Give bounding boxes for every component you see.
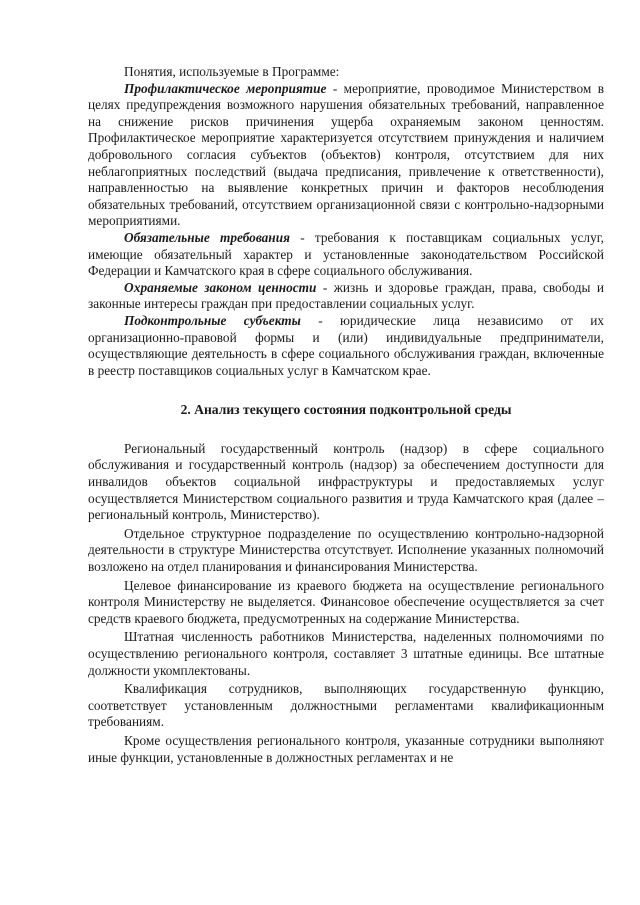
definition-text: - мероприятие, проводимое Министерством в целях предупреждения возможного нарушения обязательных требований, направленное на снижение рисков причинения ущерба охраняемым законом ценностям. Профилактическое мероприятие характеризуется отсутствием принуждения и наличием добровольного согласия субъектов (объектов) контроля, отсутствием для них неблагоприятных последствий (выдача предписания, привлечение к ответственности), направленностью на выявление конкретных причин и факторов несоблюдения обязательных требований, отсутствием организационной связи с контрольно-надзорными мероприятиями. [88,80,605,229]
definition-mandatory-requirements [88,230,604,280]
definition-text: - юридические лица независимо от их организационно-правовой формы и (или) индивидуальные предприниматели, осуществляющие деятельность в сфере социального обслуживания граждан, включенные в реестр поставщиков социальных услуг в Камчатском крае. [88,312,604,378]
definition-controlled-subjects [88,313,604,379]
section-heading: 2. Анализ текущего состояния подконтрольной среды [180,402,512,418]
body-paragraph: Отдельное структурное подразделение по осуществлению контрольно-надзорной деятельности в структуре Министерства отсутствует. Исполнение указанных полномочий возложено на отдел планирования и финансирования Министерства. [88,525,604,575]
body-paragraph: Целевое финансирование из краевого бюджета на осуществление регионального контроля Министерству не выделяется. Финансовое обеспечение осуществляется за счет средств краевого бюджета, предусмотренных на содержание Министерства. [88,577,604,626]
body-paragraph: Квалификация сотрудников, выполняющих государственную функцию, соответствует установленным должностными регламентами квалификационным требованиям. [88,681,604,730]
definition-term: Профилактическое мероприятие [124,80,327,96]
body-paragraph: Региональный государственный контроль (надзор) в сфере социального обслуживания и государственный контроль (надзор) за обеспечением доступности для инвалидов объектов социальной инфраструктуры и предоставляемых услуг осуществляется Министерством социального развития и труда Камчатского края (далее – региональный контроль, Министерство). [88,440,604,523]
definitions-intro: Понятия, используемые в Программе: [124,64,340,79]
definition-term: Подконтрольные субъекты [124,312,301,328]
definition-term: Обязательные требования [124,229,290,245]
body-paragraph: Штатная численность работников Министерства, наделенных полномочиями по осуществлению регионального контроля, составляет 3 штатные единицы. Все штатные должности укомплектованы. [88,629,604,678]
body-paragraph: Кроме осуществления регионального контроля, указанные сотрудники выполняют иные функции, установленные в должностных регламентах и не [88,732,604,765]
definition-text: - требования к поставщикам социальных услуг, имеющие обязательный характер и установленные законодательством Российской Федерации и Камчатского края в сфере социального обслуживания. [88,229,604,279]
definition-term: Охраняемые законом ценности [124,279,317,295]
definition-protected-values [88,280,604,313]
definition-preventive-measure [88,81,604,230]
definition-text: - жизнь и здоровье граждан, права, свободы и законные интересы граждан при предоставлении социальных услуг. [88,279,604,312]
document-page [88,64,604,766]
